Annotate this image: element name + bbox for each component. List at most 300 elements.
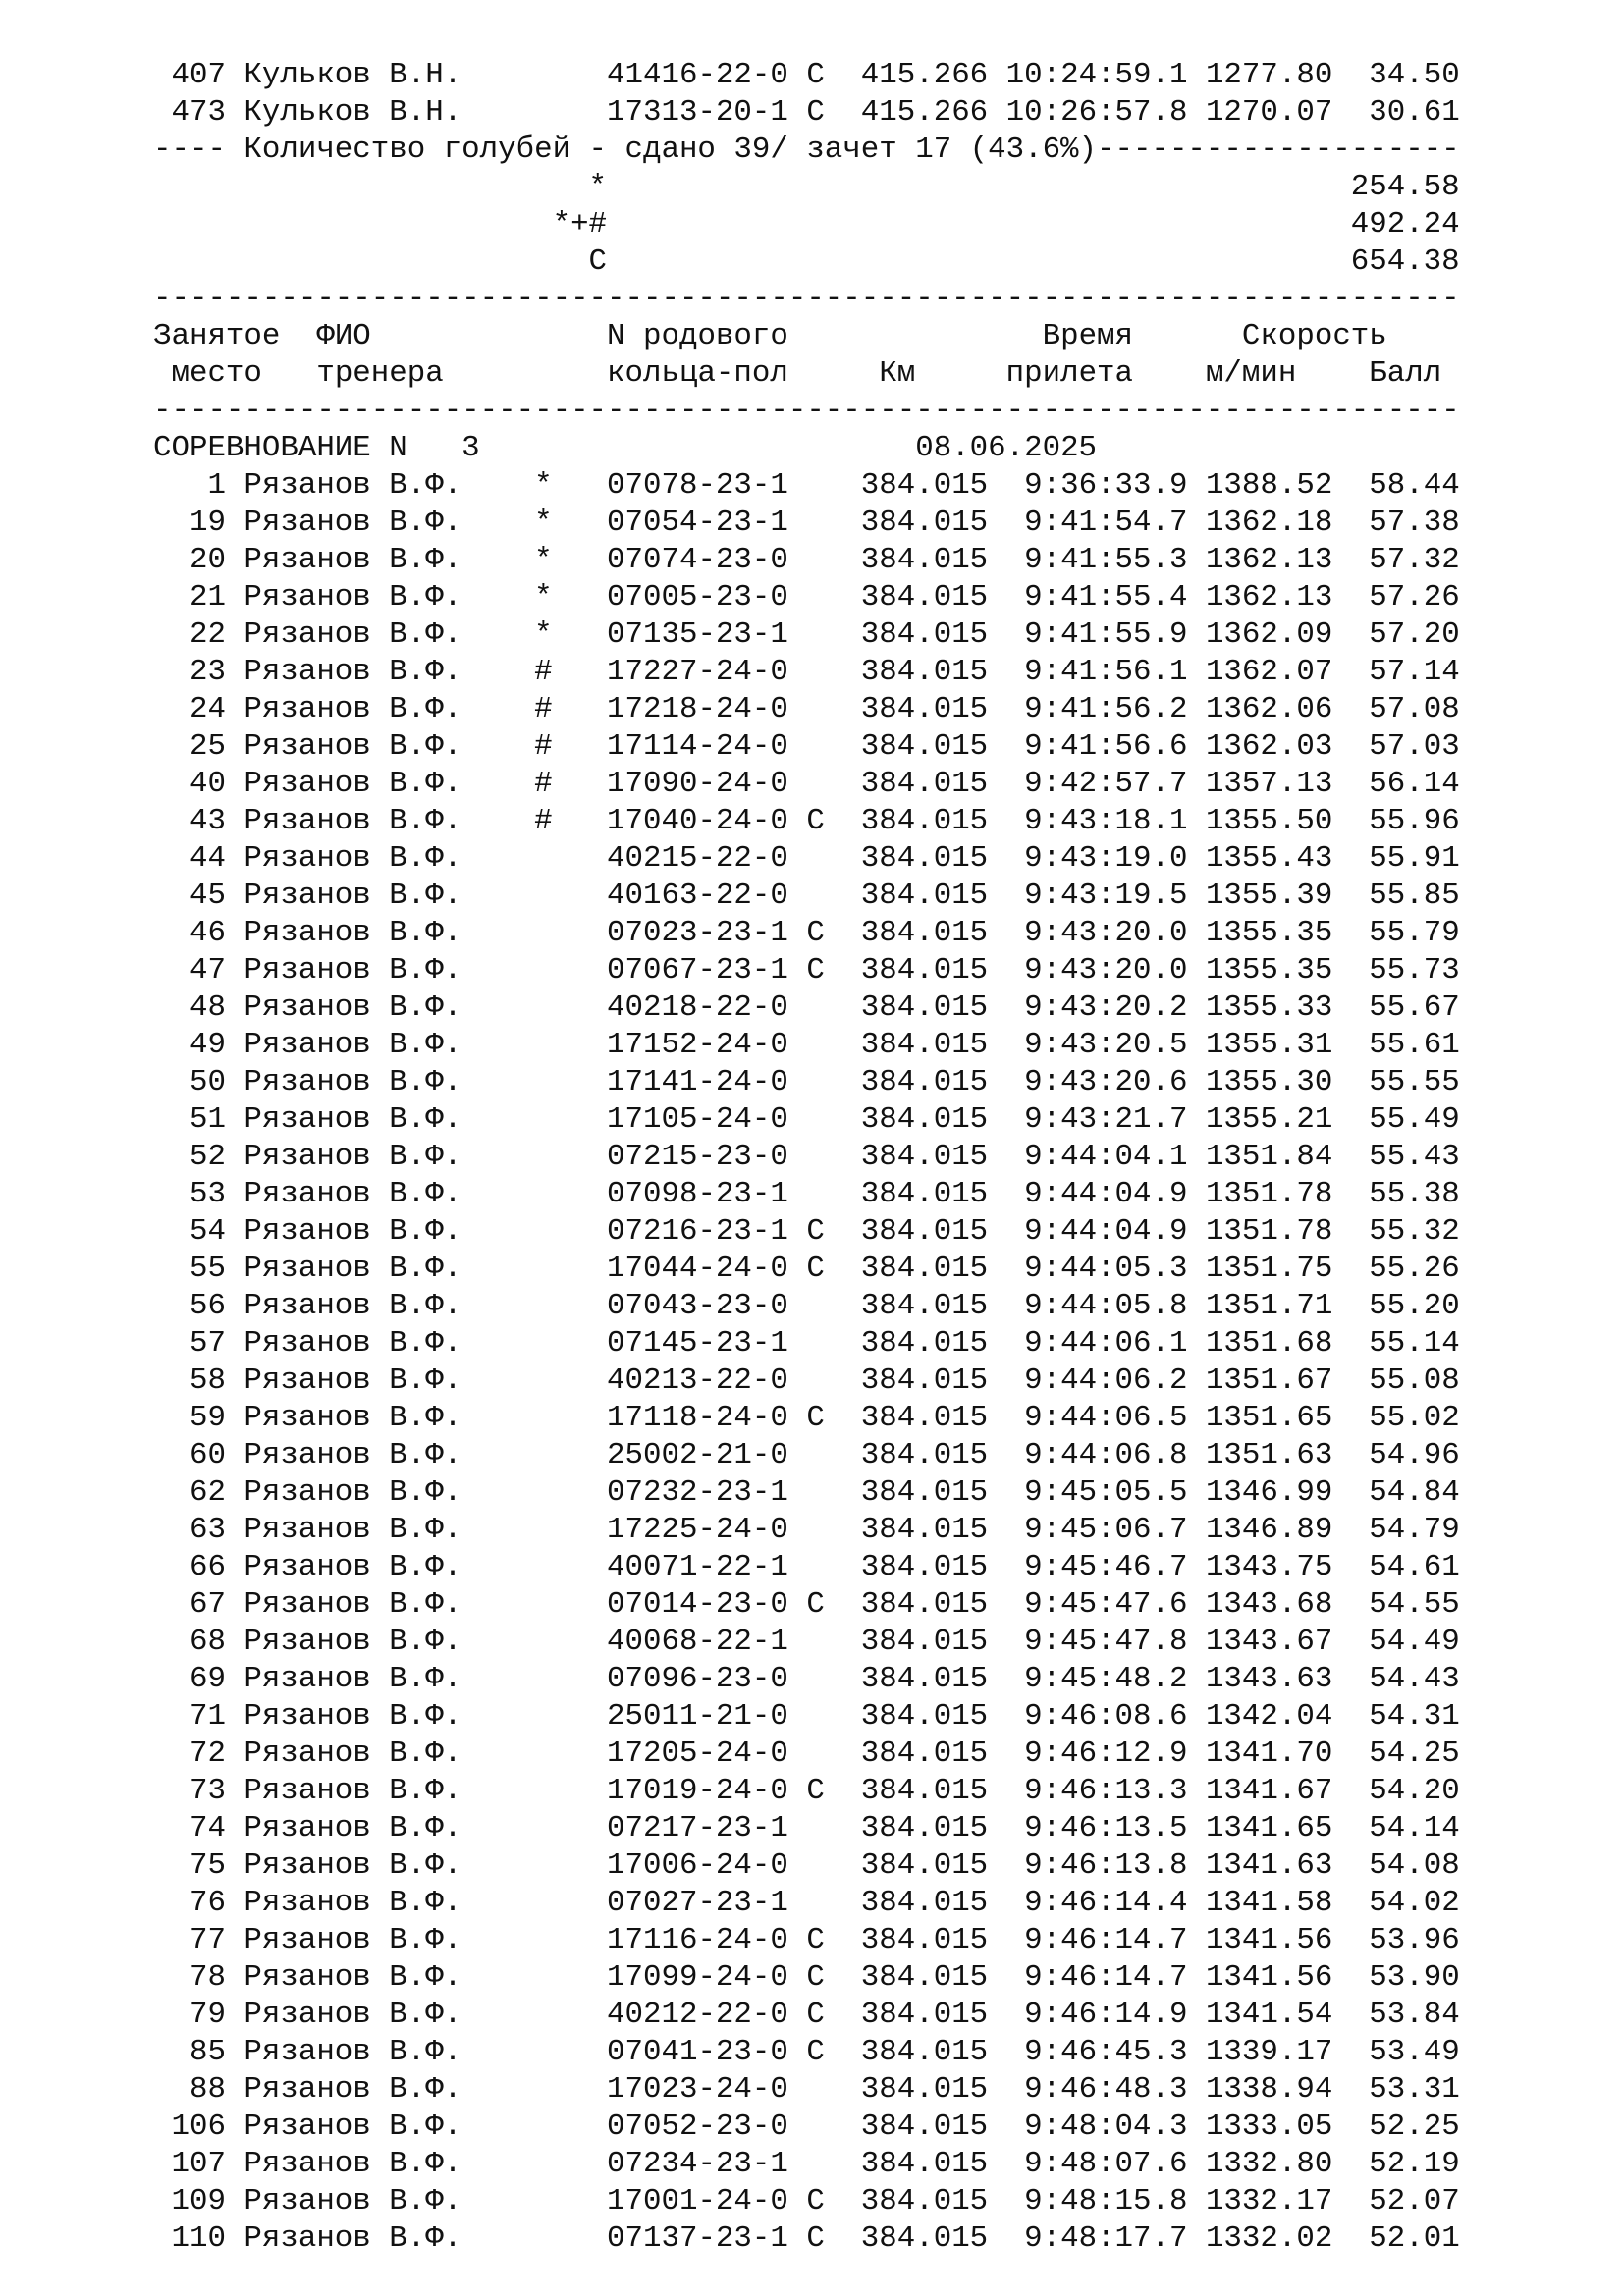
score: 30.61 xyxy=(1332,95,1460,130)
ring-number: 07137-23-1 xyxy=(607,2221,788,2256)
score: 57.20 xyxy=(1332,617,1460,652)
mark xyxy=(534,1214,607,1249)
trainer-name: Рязанов В.Ф. xyxy=(244,1513,535,1547)
trainer-name: Рязанов В.Ф. xyxy=(244,1475,535,1510)
speed: 1343.75 xyxy=(1187,1550,1333,1584)
distance-km: 384.015 xyxy=(824,1960,989,1995)
place: 68 xyxy=(153,1625,244,1659)
mark xyxy=(534,1140,607,1174)
ring-number: 07145-23-1 xyxy=(607,1326,788,1361)
table-row xyxy=(153,1213,1460,1251)
place: 56 xyxy=(153,1289,244,1323)
distance-km: 384.015 xyxy=(824,1028,989,1062)
trainer-name: Рязанов В.Ф. xyxy=(244,580,535,614)
distance-km: 384.015 xyxy=(824,543,989,577)
ring-number: 25002-21-0 xyxy=(607,1438,788,1472)
table-row xyxy=(153,1997,1460,2034)
mark xyxy=(534,1363,607,1398)
ring-number: 07232-23-1 xyxy=(607,1475,788,1510)
arrival-time: 9:43:18.1 xyxy=(988,804,1188,838)
trainer-name: Рязанов В.Ф. xyxy=(244,879,535,913)
table-row xyxy=(153,1773,1460,1810)
sex-flag: C xyxy=(787,804,825,838)
mark xyxy=(534,1475,607,1510)
speed: 1357.13 xyxy=(1187,767,1333,801)
ring-number: 17141-24-0 xyxy=(607,1065,788,1099)
speed: 1341.54 xyxy=(1187,1998,1333,2032)
ring-number: 40215-22-0 xyxy=(607,841,788,876)
place: 74 xyxy=(153,1811,244,1845)
distance-km: 384.015 xyxy=(824,580,989,614)
table-row xyxy=(153,2109,1460,2146)
distance-km: 384.015 xyxy=(824,1736,989,1771)
ring-number: 07041-23-0 xyxy=(607,2035,788,2069)
ring-number: 07096-23-0 xyxy=(607,1662,788,1696)
distance-km: 384.015 xyxy=(824,1289,989,1323)
arrival-time: 9:42:57.7 xyxy=(988,767,1188,801)
distance-km: 384.015 xyxy=(824,767,989,801)
score: 57.08 xyxy=(1332,692,1460,726)
ring-number: 07027-23-1 xyxy=(607,1886,788,1920)
score: 55.02 xyxy=(1332,1401,1460,1435)
table-row xyxy=(153,1586,1460,1624)
arrival-time: 9:43:20.5 xyxy=(988,1028,1188,1062)
trainer-name: Рязанов В.Ф. xyxy=(244,1326,535,1361)
sex-flag: C xyxy=(787,1401,825,1435)
arrival-time: 9:41:55.9 xyxy=(988,617,1188,652)
trainer-name: Рязанов В.Ф. xyxy=(244,729,535,764)
sex-flag xyxy=(788,1140,825,1174)
sex-flag: C xyxy=(787,95,825,130)
distance-km: 384.015 xyxy=(824,990,989,1025)
speed: 1355.31 xyxy=(1187,1028,1333,1062)
ring-number: 07052-23-0 xyxy=(607,2109,788,2144)
distance-km: 384.015 xyxy=(824,804,989,838)
arrival-time: 9:43:19.0 xyxy=(988,841,1188,876)
trainer-name: Рязанов В.Ф. xyxy=(244,617,535,652)
speed: 1362.07 xyxy=(1187,655,1333,689)
sex-flag xyxy=(788,1326,825,1361)
trainer-name: Рязанов В.Ф. xyxy=(244,767,535,801)
speed: 1362.06 xyxy=(1187,692,1333,726)
place: 23 xyxy=(153,655,244,689)
ring-number: 07054-23-1 xyxy=(607,506,788,540)
arrival-time: 9:46:14.7 xyxy=(988,1960,1188,1995)
speed: 1351.67 xyxy=(1187,1363,1333,1398)
trainer-name: Рязанов В.Ф. xyxy=(244,953,535,988)
arrival-time: 9:45:05.5 xyxy=(988,1475,1188,1510)
sex-flag xyxy=(788,617,825,652)
col-ring-header: N родового xyxy=(607,319,934,353)
arrival-time: 9:43:20.0 xyxy=(988,916,1188,950)
table-row xyxy=(153,728,1460,766)
table-row xyxy=(153,1400,1460,1437)
distance-km: 384.015 xyxy=(824,1475,989,1510)
score: 55.91 xyxy=(1332,841,1460,876)
mark xyxy=(534,1102,607,1137)
speed: 1341.70 xyxy=(1187,1736,1333,1771)
sex-flag: C xyxy=(787,2184,825,2218)
speed: 1270.07 xyxy=(1187,95,1333,130)
trainer-name: Рязанов В.Ф. xyxy=(244,1960,535,1995)
speed: 1351.71 xyxy=(1187,1289,1333,1323)
trainer-name: Рязанов В.Ф. xyxy=(244,2221,535,2256)
ring-number: 17099-24-0 xyxy=(607,1960,788,1995)
distance-km: 384.015 xyxy=(824,1699,989,1734)
distance-km: 384.015 xyxy=(824,2035,989,2069)
speed: 1346.99 xyxy=(1187,1475,1333,1510)
sex-flag: C xyxy=(787,1252,825,1286)
competition-label: СОРЕВНОВАНИЕ N 3 xyxy=(153,431,916,465)
trainer-name: Рязанов В.Ф. xyxy=(244,804,535,838)
trainer-name: Рязанов В.Ф. xyxy=(244,1811,535,1845)
distance-km: 384.015 xyxy=(824,1774,989,1808)
col-name-header: ФИО xyxy=(316,319,608,353)
distance-km: 384.015 xyxy=(824,1214,989,1249)
sex-flag xyxy=(788,1028,825,1062)
trainer-name: Рязанов В.Ф. xyxy=(244,1886,535,1920)
place: 19 xyxy=(153,506,244,540)
speed: 1333.05 xyxy=(1187,2109,1333,2144)
arrival-time: 9:46:14.4 xyxy=(988,1886,1188,1920)
arrival-time: 9:43:19.5 xyxy=(988,879,1188,913)
distance-km: 384.015 xyxy=(824,879,989,913)
mark xyxy=(534,1811,607,1845)
distance-km: 384.015 xyxy=(824,1252,989,1286)
score: 53.49 xyxy=(1332,2035,1460,2069)
col-km-header xyxy=(934,319,1043,353)
total-line xyxy=(153,206,1460,243)
distance-km: 384.015 xyxy=(824,729,989,764)
sex-flag xyxy=(788,1811,825,1845)
ring-number: 41416-22-0 xyxy=(607,58,788,92)
total-value: 492.24 xyxy=(607,207,1460,241)
score: 52.25 xyxy=(1332,2109,1460,2144)
mark xyxy=(534,916,607,950)
trainer-name: Рязанов В.Ф. xyxy=(244,1662,535,1696)
speed: 1351.78 xyxy=(1187,1177,1333,1211)
distance-km: 384.015 xyxy=(824,468,989,503)
mark: * xyxy=(534,543,608,577)
sex-flag: C xyxy=(787,2221,825,2256)
table-row xyxy=(153,542,1460,579)
table-row xyxy=(153,1735,1460,1773)
arrival-time: 9:48:04.3 xyxy=(988,2109,1188,2144)
distance-km: 384.015 xyxy=(824,1102,989,1137)
place: 49 xyxy=(153,1028,244,1062)
mark: * xyxy=(534,506,608,540)
trainer-name: Рязанов В.Ф. xyxy=(244,1252,535,1286)
score: 54.43 xyxy=(1332,1662,1460,1696)
sex-flag xyxy=(788,2147,825,2181)
mark xyxy=(534,1513,607,1547)
speed: 1332.17 xyxy=(1187,2184,1333,2218)
mark xyxy=(534,2184,607,2218)
mark: # xyxy=(534,692,608,726)
ring-number: 17019-24-0 xyxy=(607,1774,788,1808)
arrival-time: 9:44:04.9 xyxy=(988,1177,1188,1211)
trainer-name: Рязанов В.Ф. xyxy=(244,1214,535,1249)
mark xyxy=(534,1550,607,1584)
arrival-time: 9:46:12.9 xyxy=(988,1736,1188,1771)
distance-km: 384.015 xyxy=(824,841,989,876)
total-line xyxy=(153,243,1460,281)
speed: 1351.65 xyxy=(1187,1401,1333,1435)
col-km-header: Км xyxy=(860,356,916,391)
ring-number: 40213-22-0 xyxy=(607,1363,788,1398)
speed: 1362.13 xyxy=(1187,580,1333,614)
ring-number: 40068-22-1 xyxy=(607,1625,788,1659)
arrival-time: 9:44:06.5 xyxy=(988,1401,1188,1435)
ring-number: 07043-23-0 xyxy=(607,1289,788,1323)
speed: 1332.80 xyxy=(1187,2147,1333,2181)
ring-number: 17205-24-0 xyxy=(607,1736,788,1771)
distance-km: 384.015 xyxy=(824,2072,989,2107)
distance-km: 384.015 xyxy=(824,1177,989,1211)
arrival-time: 9:43:20.2 xyxy=(988,990,1188,1025)
table-row xyxy=(153,1549,1460,1586)
trainer-name: Рязанов В.Ф. xyxy=(244,1289,535,1323)
table-row xyxy=(153,1474,1460,1512)
score: 54.79 xyxy=(1332,1513,1460,1547)
distance-km: 384.015 xyxy=(824,506,989,540)
distance-km: 384.015 xyxy=(824,953,989,988)
distance-km: 384.015 xyxy=(824,1438,989,1472)
sex-flag xyxy=(788,1065,825,1099)
mark xyxy=(534,841,607,876)
table-row xyxy=(153,2183,1460,2220)
total-value: 254.58 xyxy=(607,170,1460,204)
distance-km: 415.266 xyxy=(824,58,989,92)
arrival-time: 9:45:48.2 xyxy=(988,1662,1188,1696)
score: 53.84 xyxy=(1332,1998,1460,2032)
arrival-time: 9:43:20.0 xyxy=(988,953,1188,988)
score: 55.14 xyxy=(1332,1326,1460,1361)
place: 78 xyxy=(153,1960,244,1995)
sex-flag: C xyxy=(787,1214,825,1249)
arrival-time: 9:44:06.8 xyxy=(988,1438,1188,1472)
speed: 1362.09 xyxy=(1187,617,1333,652)
score: 54.20 xyxy=(1332,1774,1460,1808)
place: 71 xyxy=(153,1699,244,1734)
score: 52.01 xyxy=(1332,2221,1460,2256)
place: 21 xyxy=(153,580,244,614)
trainer-name: Кульков В.Н. xyxy=(244,58,535,92)
place: 54 xyxy=(153,1214,244,1249)
distance-km: 384.015 xyxy=(824,1848,989,1883)
score: 57.26 xyxy=(1332,580,1460,614)
score: 52.07 xyxy=(1332,2184,1460,2218)
sex-flag: C xyxy=(787,1998,825,2032)
table-row xyxy=(153,989,1460,1027)
mark xyxy=(534,1289,607,1323)
speed: 1362.03 xyxy=(1187,729,1333,764)
distance-km: 384.015 xyxy=(824,916,989,950)
table-row xyxy=(153,579,1460,616)
ring-number: 17040-24-0 xyxy=(607,804,788,838)
table-row xyxy=(153,1661,1460,1698)
mark xyxy=(534,1886,607,1920)
arrival-time: 9:41:54.7 xyxy=(988,506,1188,540)
arrival-time: 9:48:07.6 xyxy=(988,2147,1188,2181)
place: 51 xyxy=(153,1102,244,1137)
place: 85 xyxy=(153,2035,244,2069)
place: 473 xyxy=(153,95,244,130)
ring-number: 07005-23-0 xyxy=(607,580,788,614)
trainer-name: Рязанов В.Ф. xyxy=(244,1998,535,2032)
sex-flag xyxy=(788,990,825,1025)
ring-number: 17227-24-0 xyxy=(607,655,788,689)
place: 47 xyxy=(153,953,244,988)
trainer-name: Рязанов В.Ф. xyxy=(244,655,535,689)
score: 57.03 xyxy=(1332,729,1460,764)
sex-flag xyxy=(788,1363,825,1398)
table-row xyxy=(153,1362,1460,1400)
score: 52.19 xyxy=(1332,2147,1460,2181)
place: 72 xyxy=(153,1736,244,1771)
place: 75 xyxy=(153,1848,244,1883)
table-row xyxy=(153,1885,1460,1922)
arrival-time: 9:43:21.7 xyxy=(988,1102,1188,1137)
place: 77 xyxy=(153,1923,244,1957)
speed: 1355.30 xyxy=(1187,1065,1333,1099)
distance-km: 384.015 xyxy=(824,2221,989,2256)
distance-km: 384.015 xyxy=(824,1998,989,2032)
trainer-name: Рязанов В.Ф. xyxy=(244,1363,535,1398)
mark xyxy=(534,2072,607,2107)
place: 73 xyxy=(153,1774,244,1808)
speed: 1346.89 xyxy=(1187,1513,1333,1547)
speed: 1351.75 xyxy=(1187,1252,1333,1286)
sex-flag xyxy=(788,729,825,764)
speed: 1355.33 xyxy=(1187,990,1333,1025)
ring-number: 17225-24-0 xyxy=(607,1513,788,1547)
distance-km: 384.015 xyxy=(824,1513,989,1547)
trainer-name: Рязанов В.Ф. xyxy=(244,2072,535,2107)
arrival-time: 9:48:15.8 xyxy=(988,2184,1188,2218)
place: 46 xyxy=(153,916,244,950)
sex-flag xyxy=(788,506,825,540)
speed: 1355.50 xyxy=(1187,804,1333,838)
score: 57.38 xyxy=(1332,506,1460,540)
arrival-time: 9:44:06.2 xyxy=(988,1363,1188,1398)
trainer-name: Рязанов В.Ф. xyxy=(244,1699,535,1734)
distance-km: 384.015 xyxy=(824,1662,989,1696)
distance-km: 384.015 xyxy=(824,1401,989,1435)
ring-number: 07216-23-1 xyxy=(607,1214,788,1249)
score: 58.44 xyxy=(1332,468,1460,503)
score: 54.96 xyxy=(1332,1438,1460,1472)
sex-flag xyxy=(788,1886,825,1920)
speed: 1343.63 xyxy=(1187,1662,1333,1696)
speed: 1341.58 xyxy=(1187,1886,1333,1920)
speed: 1355.39 xyxy=(1187,879,1333,913)
score: 55.55 xyxy=(1332,1065,1460,1099)
speed: 1339.17 xyxy=(1187,2035,1333,2069)
place: 40 xyxy=(153,767,244,801)
arrival-time: 9:41:56.2 xyxy=(988,692,1188,726)
ring-number: 07023-23-1 xyxy=(607,916,788,950)
distance-km: 384.015 xyxy=(824,2147,989,2181)
distance-km: 384.015 xyxy=(824,2109,989,2144)
header-row xyxy=(153,355,1460,393)
trainer-name: Рязанов В.Ф. xyxy=(244,2035,535,2069)
sex-flag xyxy=(788,1662,825,1696)
sex-flag xyxy=(788,1699,825,1734)
trainer-name: Рязанов В.Ф. xyxy=(244,1177,535,1211)
sex-flag: C xyxy=(787,953,825,988)
speed: 1343.68 xyxy=(1187,1587,1333,1622)
speed: 1351.78 xyxy=(1187,1214,1333,1249)
table-row xyxy=(153,952,1460,989)
sex-flag: C xyxy=(787,916,825,950)
place: 20 xyxy=(153,543,244,577)
sex-flag xyxy=(788,1102,825,1137)
speed: 1341.56 xyxy=(1187,1923,1333,1957)
speed: 1355.21 xyxy=(1187,1102,1333,1137)
trainer-name: Рязанов В.Ф. xyxy=(244,1774,535,1808)
mark: # xyxy=(534,767,608,801)
arrival-time: 9:44:06.1 xyxy=(988,1326,1188,1361)
table-row xyxy=(153,2146,1460,2183)
ring-number: 07098-23-1 xyxy=(607,1177,788,1211)
ring-number: 07078-23-1 xyxy=(607,468,788,503)
mark xyxy=(534,1625,607,1659)
mark: # xyxy=(534,729,608,764)
table-row xyxy=(153,1698,1460,1735)
score: 56.14 xyxy=(1332,767,1460,801)
col-speed-header: Скорость xyxy=(1168,319,1387,353)
ring-number: 17006-24-0 xyxy=(607,1848,788,1883)
ring-number: 17001-24-0 xyxy=(607,2184,788,2218)
sex-flag xyxy=(788,1736,825,1771)
mark xyxy=(534,2147,607,2181)
score: 55.38 xyxy=(1332,1177,1460,1211)
table-row xyxy=(153,94,1460,132)
sex-flag xyxy=(788,1625,825,1659)
distance-km: 384.015 xyxy=(824,1625,989,1659)
total-symbol: *+# xyxy=(153,207,608,241)
mark xyxy=(534,1662,607,1696)
distance-km: 384.015 xyxy=(824,1140,989,1174)
place: 60 xyxy=(153,1438,244,1472)
total-line xyxy=(153,169,1460,206)
table-row xyxy=(153,915,1460,952)
mark: * xyxy=(534,580,608,614)
speed: 1343.67 xyxy=(1187,1625,1333,1659)
arrival-time: 9:41:56.1 xyxy=(988,655,1188,689)
trainer-name: Рязанов В.Ф. xyxy=(244,2147,535,2181)
place: 59 xyxy=(153,1401,244,1435)
place: 66 xyxy=(153,1550,244,1584)
ring-number: 07074-23-0 xyxy=(607,543,788,577)
arrival-time: 10:26:57.8 xyxy=(988,95,1188,130)
arrival-time: 9:45:47.8 xyxy=(988,1625,1188,1659)
score: 57.32 xyxy=(1332,543,1460,577)
place: 58 xyxy=(153,1363,244,1398)
place: 62 xyxy=(153,1475,244,1510)
mark xyxy=(534,2035,607,2069)
arrival-time: 9:46:13.8 xyxy=(988,1848,1188,1883)
speed: 1341.56 xyxy=(1187,1960,1333,1995)
place: 109 xyxy=(153,2184,244,2218)
divider xyxy=(153,393,1460,430)
trainer-name: Рязанов В.Ф. xyxy=(244,543,535,577)
competition-line xyxy=(153,430,1460,467)
sex-flag: C xyxy=(787,1923,825,1957)
divider xyxy=(153,281,1460,318)
sex-flag: C xyxy=(787,2035,825,2069)
